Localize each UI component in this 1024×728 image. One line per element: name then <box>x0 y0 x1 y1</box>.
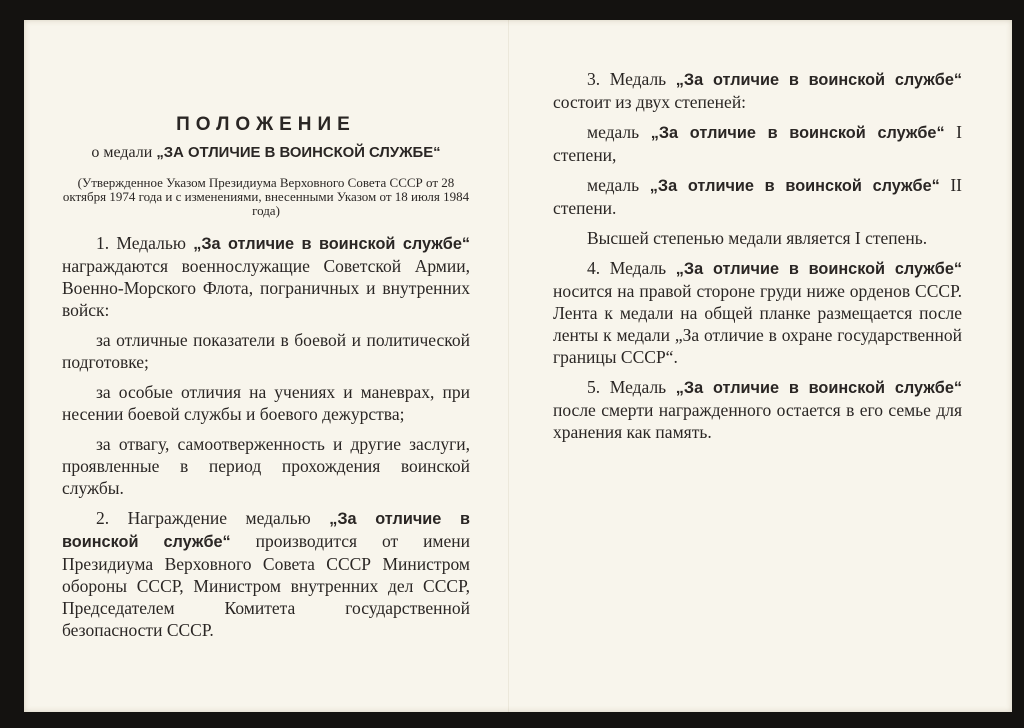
paragraph-1c: за отвагу, самоотверженность и другие заслуги, проявленные в период прохождения воинской службы. <box>62 434 470 498</box>
p5-prefix: 5. Медаль <box>587 377 676 397</box>
p1-medal-name: „За отличие в воинской службе“ <box>193 235 470 253</box>
p2-prefix: 2. Награждение медалью <box>96 508 330 528</box>
p2-medal-name: „За отличие в воинской службе“ <box>62 510 470 551</box>
p3a-rest: I степени, <box>553 122 963 165</box>
paragraph-1a: за отличные показатели в боевой и политической подготовке; <box>62 330 470 372</box>
paragraph-1b: за особые отличия на учениях и маневрах, при несении боевой службы и боевого дежурства; <box>62 382 470 424</box>
paragraph-3b <box>553 174 962 219</box>
p3-prefix: 3. Медаль <box>587 69 676 89</box>
right-column <box>553 68 962 451</box>
page-fold <box>508 20 509 712</box>
p3b-rest: II степени. <box>553 175 963 218</box>
p3b-prefix: медаль <box>587 175 650 195</box>
document-title: ПОЛОЖЕНИЕ <box>176 114 356 135</box>
p1-prefix: 1. Медалью <box>96 233 194 253</box>
approval-note: (Утвержденное Указом Президиума Верховного Совета СССР от 28 октября 1974 года и с изменениями, внесенными Указом от 18 июля 1984 года) <box>62 175 470 218</box>
paragraph-3a <box>553 121 962 166</box>
p1-rest: награждаются военнослужащие Советской Армии, Военно-Морского Флота, пограничных и внутренних войск: <box>62 256 470 320</box>
paragraph-3c: Высшей степенью медали является I степень. <box>587 228 928 248</box>
p5-medal-name: „За отличие в воинской службе“ <box>675 379 962 397</box>
p4-prefix: 4. Медаль <box>587 258 676 278</box>
p3-medal-name: „За отличие в воинской службе“ <box>675 71 962 89</box>
p3a-prefix: медаль <box>587 122 651 142</box>
p4-rest: носится на правой стороне груди ниже орденов СССР. Лента к медали на общей планке размещается после ленты к медали „За отличие в охране государственной границы СССР“. <box>553 281 962 367</box>
left-column <box>62 114 470 649</box>
paragraph-3 <box>553 68 962 113</box>
p3b-medal-name: „За отличие в воинской службе“ <box>649 177 940 195</box>
paragraph-2 <box>62 507 470 641</box>
subtitle-prefix: о медали <box>91 144 157 161</box>
document-subtitle <box>62 142 470 164</box>
p3-rest: состоит из двух степеней: <box>553 92 747 112</box>
medal-name: „ЗА ОТЛИЧИЕ В ВОИНСКОЙ СЛУЖБЕ“ <box>156 145 441 161</box>
paragraph-1 <box>62 232 470 321</box>
paragraph-5 <box>553 376 962 443</box>
p3a-medal-name: „За отличие в воинской службе“ <box>650 124 945 142</box>
p5-rest: после смерти награжденного остается в его семье для хранения как память. <box>553 400 962 442</box>
p2-rest: производится от имени Президиума Верховного Совета СССР Министром обороны СССР, Министром внутренних дел СССР, Председателем Комитета государственной безопасности СССР. <box>62 531 471 640</box>
paragraph-4 <box>553 257 962 368</box>
p4-medal-name: „За отличие в воинской службе“ <box>675 260 962 278</box>
